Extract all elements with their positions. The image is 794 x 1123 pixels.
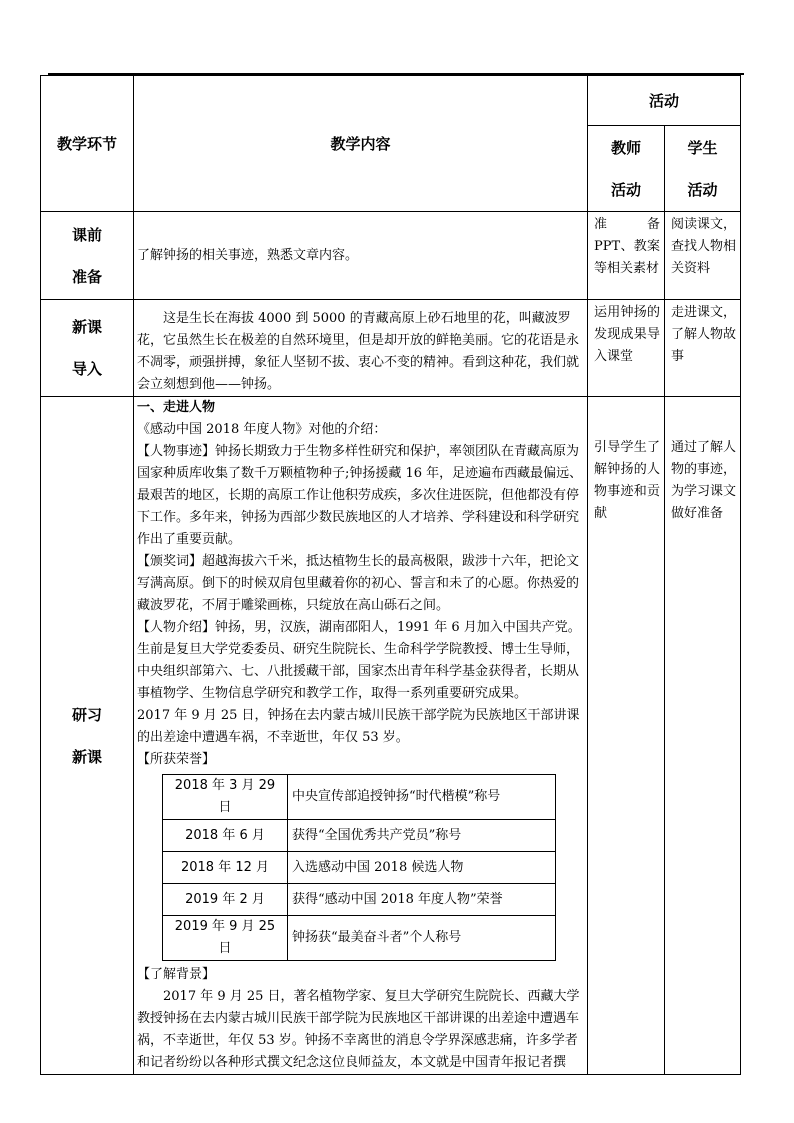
profile-paragraph: 【人物介绍】钟扬，男，汉族，湖南邵阳人，1991 年 6 月加入中国共产党。生前是复旦大学党委委员、研究生院院长、生命科学学院教授、博士生导师，中央组织部第六、七、八批援藏干部，国家杰出青年科学基金获得者，长期从事植物学、生物信息学研究和教学工作，取得一系列重要研究成果。 — [137, 620, 581, 701]
honor-row — [163, 916, 556, 961]
stage-label-l2: 新课 — [71, 747, 102, 766]
section-title: 一、走进人物 — [137, 400, 216, 415]
student-activity-cell: 阅读课文，查找人物相关资料 — [665, 212, 741, 300]
award-words-paragraph: 【颁奖词】超越海拔六千米，抵达植物生长的最高极限，跋涉十六年，把论文写满高原。倒下的时候双肩包里藏着你的初心、誓言和未了的心愿。你热爱的藏波罗花，不屑于雕梁画栋，只绽放在高山砾石之间。 — [137, 554, 580, 613]
content-cell — [134, 300, 588, 397]
header-student-l1: 学生 — [687, 138, 718, 157]
honor-text: 获得“全国优秀共产党员”称号 — [288, 820, 556, 852]
header-teacher-activity — [588, 126, 665, 212]
header-stage: 教学环节 — [41, 76, 134, 212]
honor-text: 入选感动中国 2018 候选人物 — [288, 852, 556, 884]
table-row — [41, 212, 741, 300]
content-text: 这是生长在海拔 4000 到 5000 的青藏高原上砂石地里的花，叫藏波罗花，它虽然生长在极差的自然环境里，但是却开放的鲜艳美丽。它的花语是永不凋零，顽强拼搏，象征人坚韧不拔、衷心不变的精神。看到这种花，我们就会立刻想到他——钟扬。 — [137, 311, 580, 392]
content-cell — [134, 212, 588, 300]
stage-label-l1: 课前 — [71, 225, 102, 244]
background-title: 【了解背景】 — [137, 967, 216, 982]
teacher-activity-cell: 准备 PPT、教案等相关素材 — [588, 212, 665, 300]
honor-date: 2019 年 2 月 — [163, 884, 288, 916]
table-row — [41, 300, 741, 397]
lesson-plan-table — [40, 75, 741, 1075]
honors-table — [162, 774, 556, 961]
header-teacher-l2: 活动 — [610, 180, 641, 199]
content-cell — [134, 397, 588, 1075]
intro-text: 《感动中国 2018 年度人物》对他的介绍： — [137, 422, 387, 437]
death-paragraph: 2017 年 9 月 25 日，钟扬在去内蒙古城川民族干部学院为民族地区干部讲课的出差途中遭遇车祸，不幸逝世，年仅 53 岁。 — [137, 708, 580, 745]
stage-cell — [41, 212, 134, 300]
content-text: 了解钟扬的相关事迹，熟悉文章内容。 — [137, 247, 359, 263]
table-row — [41, 397, 741, 1075]
stage-label-l2: 准备 — [71, 267, 102, 286]
teacher-activity-cell: 运用钟扬的发现成果导入课堂 — [588, 300, 665, 397]
student-activity-cell: 走进课文，了解人物故事 — [665, 300, 741, 397]
header-teacher-l1: 教师 — [610, 138, 641, 157]
honor-date: 2019 年 9 月 25 日 — [163, 916, 288, 961]
stage-label-l2: 导入 — [71, 360, 102, 378]
header-student-activity — [665, 126, 741, 212]
honor-text: 获得“感动中国 2018 年度人物”荣誉 — [288, 884, 556, 916]
stage-cell — [41, 300, 134, 397]
teacher-activity-cell: 引导学生了解钟扬的人物事迹和贡献 — [588, 397, 665, 1075]
header-activity: 活动 — [588, 76, 741, 126]
background-paragraph: 2017 年 9 月 25 日，著名植物学家、复旦大学研究生院院长、西藏大学教授钟扬在去内蒙古城川民族干部学院为民族地区干部讲课的出差途中遭遇车祸，不幸逝世，年仅 53 岁。钟扬不幸离世的消息令学界深感悲痛，许多学者和记者纷纷以各种形式撰文纪念这位良师益友，本文就是中国青年报记者撰 — [137, 989, 580, 1070]
stage-label-l1: 研习 — [71, 705, 102, 724]
honor-date: 2018 年 3 月 29 日 — [163, 775, 288, 820]
honor-row — [163, 775, 556, 820]
student-activity-cell: 通过了解人物的事迹，为学习课文做好准备 — [665, 397, 741, 1075]
honor-date: 2018 年 6 月 — [163, 820, 288, 852]
honor-row — [163, 820, 556, 852]
honor-text: 钟扬获“最美奋斗者”个人称号 — [288, 916, 556, 961]
header-content: 教学内容 — [134, 76, 588, 212]
stage-cell — [41, 397, 134, 1075]
header-student-l2: 活动 — [687, 180, 718, 199]
deeds-paragraph: 【人物事迹】钟扬长期致力于生物多样性研究和保护，率领团队在青藏高原为国家种质库收集了数千万颗植物种子;钟扬援藏 16 年，足迹遍布西藏最偏远、最艰苦的地区，长期的高原工作让他积劳成疾，多次住进医院，但他都没有停下工作。多年来，钟扬为西部少数民族地区的人才培养、学科建设和科学研究作出了重要贡献。 — [137, 444, 583, 547]
honor-text: 中央宣传部追授钟扬“时代楷模”称号 — [288, 775, 556, 820]
honor-row — [163, 852, 556, 884]
honors-title: 【所获荣誉】 — [137, 752, 216, 767]
honor-date: 2018 年 12 月 — [163, 852, 288, 884]
stage-label-l1: 新课 — [71, 318, 102, 336]
honor-row — [163, 884, 556, 916]
